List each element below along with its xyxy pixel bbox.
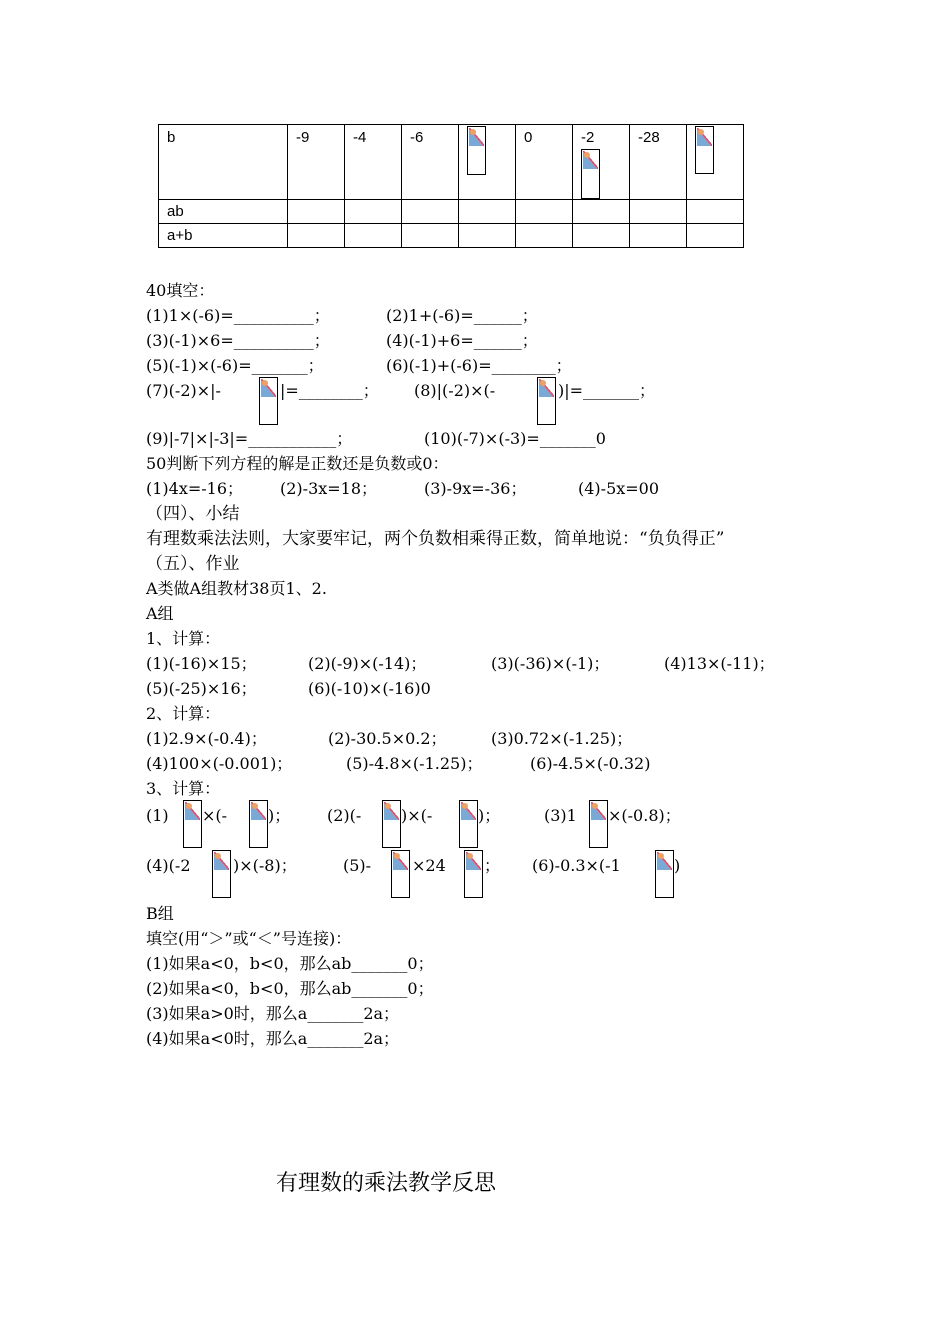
a1-heading: 1、计算： [146, 629, 221, 648]
a1-item: (2)(-9)×(-14)； [308, 654, 427, 673]
a3-item: )×(- [401, 806, 433, 825]
q40-item: (1)1×(-6)=__________； [146, 306, 330, 325]
b-item: (2)如果a<0，b<0，那么ab_______0； [146, 979, 434, 998]
group-a-heading: A组 [146, 604, 174, 623]
a3-item: ×(-0.8)； [608, 806, 681, 825]
broken-image-icon [655, 850, 674, 898]
table-cell [459, 224, 516, 248]
table-row-label: ab [159, 200, 288, 224]
a2-heading: 2、计算： [146, 704, 221, 723]
table-cell [402, 224, 459, 248]
a1-item: (1)(-16)×15； [146, 654, 257, 673]
broken-image-icon [212, 850, 231, 898]
q40-heading: 40填空： [146, 281, 215, 300]
q40-item: (4)(-1)+6=______； [386, 331, 538, 350]
homework-intro: A类做A组教材38页1、2. [146, 579, 327, 598]
broken-image-icon [581, 149, 600, 199]
table-cell: -4 [345, 125, 402, 200]
a3-item: (3)1 [544, 806, 577, 825]
a3-heading: 3、计算： [146, 779, 221, 798]
a3-item: (4)(-2 [146, 856, 191, 875]
table-cell [573, 224, 630, 248]
q50-item: (2)-3x=18； [280, 479, 378, 498]
q40-item: (10)(-7)×(-3)=_______0 [424, 429, 606, 448]
table-row [159, 200, 744, 224]
a2-item: (6)-4.5×(-0.32) [530, 754, 651, 773]
broken-image-icon [249, 800, 268, 848]
reflection-title: 有理数的乘法教学反思 [276, 1171, 497, 1196]
q50-item: (4)-5x=00 [578, 479, 660, 498]
q40-item-8-suffix: )|=_______； [558, 381, 656, 400]
table-cell-value: -2 [581, 129, 595, 146]
table-cell [288, 224, 345, 248]
a3-item: )； [478, 806, 501, 825]
table-cell [288, 200, 345, 224]
table-row-label: a+b [159, 224, 288, 248]
a3-item: (5)- [343, 856, 372, 875]
a2-item: (2)-30.5×0.2； [328, 729, 447, 748]
q40-item-8-prefix: (8)|(-2)×(- [414, 381, 496, 400]
q50-item: (3)-9x=-36； [424, 479, 527, 498]
table-cell [573, 125, 630, 200]
table-cell: -28 [630, 125, 687, 200]
a2-item: (4)100×(-0.001)； [146, 754, 293, 773]
table-cell [402, 200, 459, 224]
a3-item: )×(-8)； [233, 856, 297, 875]
a3-item: ) [674, 856, 681, 875]
broken-image-icon [391, 850, 410, 898]
table-cell [687, 224, 744, 248]
broken-image-icon [695, 126, 714, 174]
a2-item: (1)2.9×(-0.4)； [146, 729, 267, 748]
q40-item: (2)1+(-6)=______； [386, 306, 538, 325]
a3-item: ×(- [202, 806, 228, 825]
table-cell [516, 200, 573, 224]
table-row-label: b [159, 125, 288, 200]
b-heading: 填空(用“＞”或“＜”号连接)： [146, 929, 352, 948]
a1-item: (4)13×(-11)； [664, 654, 775, 673]
a1-item: (5)(-25)×16； [146, 679, 257, 698]
table-cell: -6 [402, 125, 459, 200]
summary-text: 有理数乘法法则，大家要牢记，两个负数相乘得正数，简单地说：“负负得正” [146, 529, 725, 549]
broken-image-icon [259, 377, 278, 425]
homework-heading: （五）、作业 [146, 554, 240, 574]
value-table [158, 124, 744, 248]
q50-item: (1)4x=-16； [146, 479, 244, 498]
a2-item: (3)0.72×(-1.25)； [491, 729, 633, 748]
table-cell: -9 [288, 125, 345, 200]
table-cell [630, 224, 687, 248]
q40-item: (9)|-7|×|-3|=___________； [146, 429, 353, 448]
table-cell: 0 [516, 125, 573, 200]
broken-image-icon [537, 377, 556, 425]
table-row [159, 125, 744, 200]
q50-heading: 50判断下列方程的解是正数还是负数或0： [146, 454, 449, 473]
broken-image-icon [589, 800, 608, 848]
q40-item-7-prefix: (7)(-2)×|- [146, 381, 221, 400]
broken-image-icon [459, 800, 478, 848]
a3-item: ； [484, 856, 501, 875]
table-cell [459, 125, 516, 200]
b-item: (4)如果a<0时，那么a_______2a； [146, 1029, 400, 1048]
a3-item: ×24 [412, 856, 446, 875]
a3-item: (6)-0.3×(-1 [532, 856, 621, 875]
table-cell [345, 224, 402, 248]
broken-image-icon [464, 850, 483, 898]
a3-item: (1) [146, 806, 169, 825]
summary-heading: （四）、小结 [146, 504, 240, 524]
a1-item: (3)(-36)×(-1)； [491, 654, 610, 673]
a3-item: (2)(- [327, 806, 362, 825]
table-cell [573, 200, 630, 224]
group-b-heading: B组 [146, 904, 174, 923]
q40-item-7-suffix: |=________； [280, 381, 379, 400]
table-cell [345, 200, 402, 224]
q40-item: (5)(-1)×(-6)=_______； [146, 356, 324, 375]
table-cell [687, 125, 744, 200]
q40-item: (3)(-1)×6=__________； [146, 331, 330, 350]
table-cell [516, 224, 573, 248]
broken-image-icon [467, 126, 486, 175]
a3-item: )； [268, 806, 291, 825]
a1-item: (6)(-10)×(-16)0 [308, 679, 431, 698]
broken-image-icon [382, 800, 401, 848]
table-cell [630, 200, 687, 224]
b-item: (1)如果a<0，b<0，那么ab_______0； [146, 954, 434, 973]
table-row [159, 224, 744, 248]
b-item: (3)如果a>0时，那么a_______2a； [146, 1004, 400, 1023]
broken-image-icon [183, 800, 202, 848]
table-cell [459, 200, 516, 224]
q40-item: (6)(-1)+(-6)=________； [386, 356, 572, 375]
table-cell [687, 200, 744, 224]
a2-item: (5)-4.8×(-1.25)； [346, 754, 483, 773]
